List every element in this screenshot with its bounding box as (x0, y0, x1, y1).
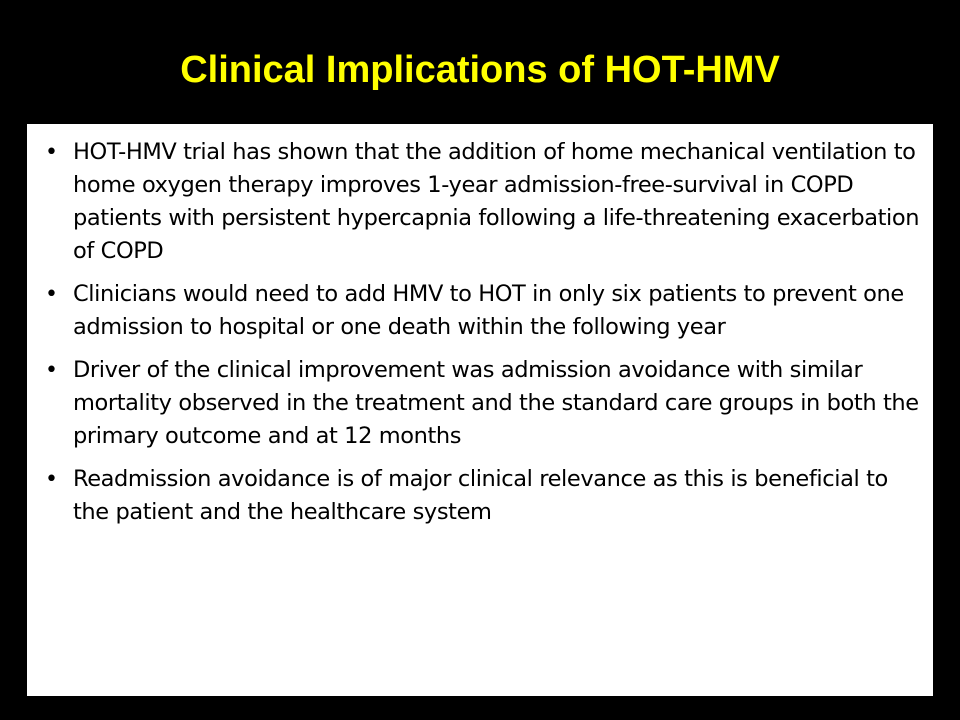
bullet-icon: • (45, 282, 58, 307)
bullet-list (45, 136, 921, 529)
bullet-item (45, 463, 921, 529)
bullet-item (45, 354, 921, 453)
bullet-icon: • (45, 358, 58, 383)
bullet-icon: • (45, 140, 58, 165)
bullet-text: Readmission avoidance is of major clinical relevance as this is beneficial to the patient and the healthcare system (73, 466, 888, 525)
slide-title: Clinical Implications of HOT-HMV (180, 49, 780, 91)
bullet-item (45, 278, 921, 344)
bullet-text: HOT-HMV trial has shown that the addition of home mechanical ventilation to home oxygen therapy improves 1-year admission-free-survival in COPD patients with persistent hypercapnia following a life-threatening exacerbation of COPD (73, 139, 920, 264)
bullet-text: Clinicians would need to add HMV to HOT in only six patients to prevent one admission to hospital or one death within the following year (73, 281, 904, 340)
bullet-text: Driver of the clinical improvement was admission avoidance with similar mortality observed in the treatment and the standard care groups in both the primary outcome and at 12 months (73, 357, 919, 449)
bullet-icon: • (45, 467, 58, 492)
bullet-item (45, 136, 921, 268)
content-panel (27, 124, 933, 696)
